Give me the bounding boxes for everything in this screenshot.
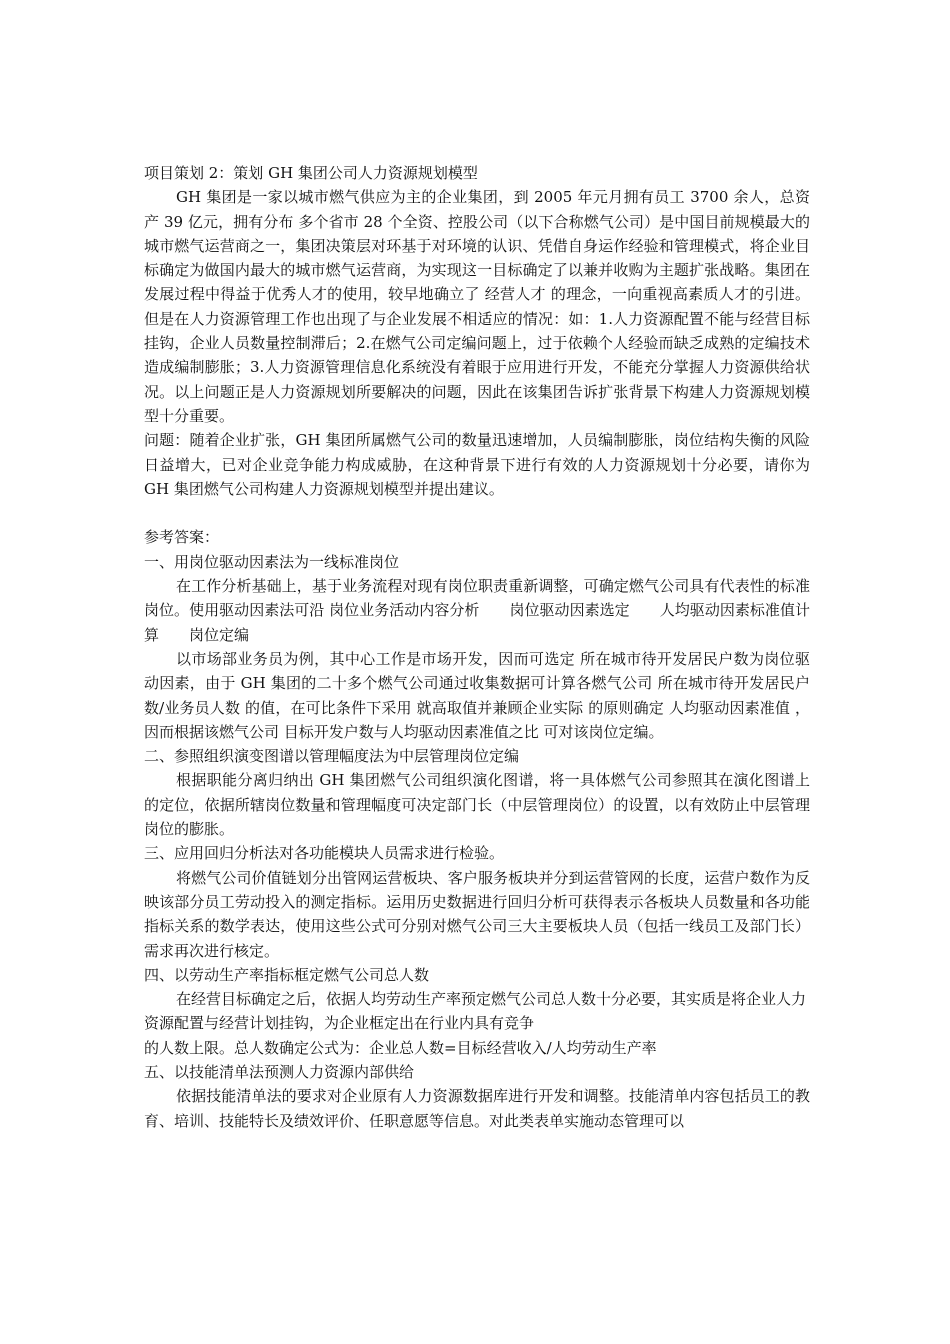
- section-5-heading: 五、以技能清单法预测人力资源内部供给: [144, 1062, 415, 1081]
- blank-line: [144, 501, 810, 525]
- section-4-paragraph-2: 的人数上限。总人数确定公式为：企业总人数=目标经营收入/人均劳动生产率: [144, 1038, 657, 1057]
- document-title: 项目策划 2：策划 GH 集团公司人力资源规划模型: [144, 164, 478, 182]
- answer-label: 参考答案：: [144, 528, 220, 547]
- section-1-paragraph-2: 以市场部业务员为例，其中心工作是市场开发，因而可选定 所在城市待开发居民户数为岗位驱动因素，由于 GH 集团的二十多个燃气公司通过收集数据可计算各燃气公司 所在城市待开发居民户数/业务员人数 的值，在可比条件下采用 就高取值并兼顾企业实际 的原则确定 人均驱动因素准值 ，因而根据该燃气公司 目标开发户数与人均驱动因素准值之比 可对该岗位定编。: [144, 649, 810, 741]
- section-2-paragraph-1: 根据职能分离归纳出 GH 集团燃气公司组织演化图谱，将一具体燃气公司参照其在演化图谱上的定位，依据所辖岗位数量和管理幅度可决定部门长（中层管理岗位）的设置，以有效防止中层管理岗位的膨胀。: [144, 771, 810, 839]
- section-4-paragraph-1: 在经营目标确定之后，依据人均劳动生产率预定燃气公司总人数十分必要，其实质是将企业人力资源配置与经营计划挂钩，为企业框定出在行业内具有竞争: [144, 990, 807, 1033]
- intro-paragraph: GH 集团是一家以城市燃气供应为主的企业集团，到 2005 年元月拥有员工 3700 余人，总资产 39 亿元，拥有分布 多个省市 28 个全资、控股公司（以下合称燃气公司）是中国目前规模最大的城市燃气运营商之一，集团决策层对环基于对环境的认识、凭借自身运作经验和管理模式，将企业目标确定为做国内最大的城市燃气运营商，为实现这一目标确定了以兼并收购为主题扩张战略。集团在发展过程中得益于优秀人才的使用，较早地确立了 经营人才 的理念，一向重视高素质人才的引进。但是在人力资源管理工作也出现了与企业发展不相适应的情况：如：1.人力资源配置不能与经营目标挂钩，企业人员数量控制滞后；2.在燃气公司定编问题上，过于依赖个人经验而缺乏成熟的定编技术造成编制膨胀；3.人力资源管理信息化系统没有着眼于应用进行开发，不能充分掌握人力资源供给状况。以上问题正是人力资源规划所要解决的问题，因此在该集团告诉扩张背景下构建人力资源规划模型十分重要。: [144, 188, 810, 425]
- section-5-paragraph-1: 依据技能清单法的要求对企业原有人力资源数据库进行开发和调整。技能清单内容包括员工的教育、培训、技能特长及绩效评价、任职意愿等信息。对此类表单实施动态管理可以: [144, 1087, 810, 1130]
- section-4-heading: 四、以劳动生产率指标框定燃气公司总人数: [144, 965, 430, 984]
- section-2-heading: 二、参照组织演变图谱以管理幅度法为中层管理岗位定编: [144, 747, 520, 766]
- section-1-paragraph-1: 在工作分析基础上，基于业务流程对现有岗位职责重新调整，可确定燃气公司具有代表性的标准岗位。使用驱动因素法可沿 岗位业务活动内容分析 岗位驱动因素选定 人均驱动因素标准值计算 岗位定编: [144, 577, 810, 644]
- section-3-paragraph-1: 将燃气公司价值链划分出管网运营板块、客户服务板块并分到运营管网的长度，运营户数作为反映该部分员工劳动投入的测定指标。运用历史数据进行回归分析可获得表示各板块人员数量和各功能指标关系的数学表达，使用这些公式可分别对燃气公司三大主要板块人员（包括一线员工及部门长）需求再次进行核定。: [144, 868, 810, 960]
- document-page: [144, 161, 810, 1133]
- question-paragraph: 问题：随着企业扩张，GH 集团所属燃气公司的数量迅速增加，人员编制膨胀，岗位结构失衡的风险日益增大，已对企业竞争能力构成威胁，在这种背景下进行有效的人力资源规划十分必要，请你为 GH 集团燃气公司构建人力资源规划模型并提出建议。: [144, 431, 810, 498]
- section-1-heading: 一、用岗位驱动因素法为一线标准岗位: [144, 552, 400, 571]
- section-3-heading: 三、应用回归分析法对各功能模块人员需求进行检验。: [144, 844, 505, 863]
